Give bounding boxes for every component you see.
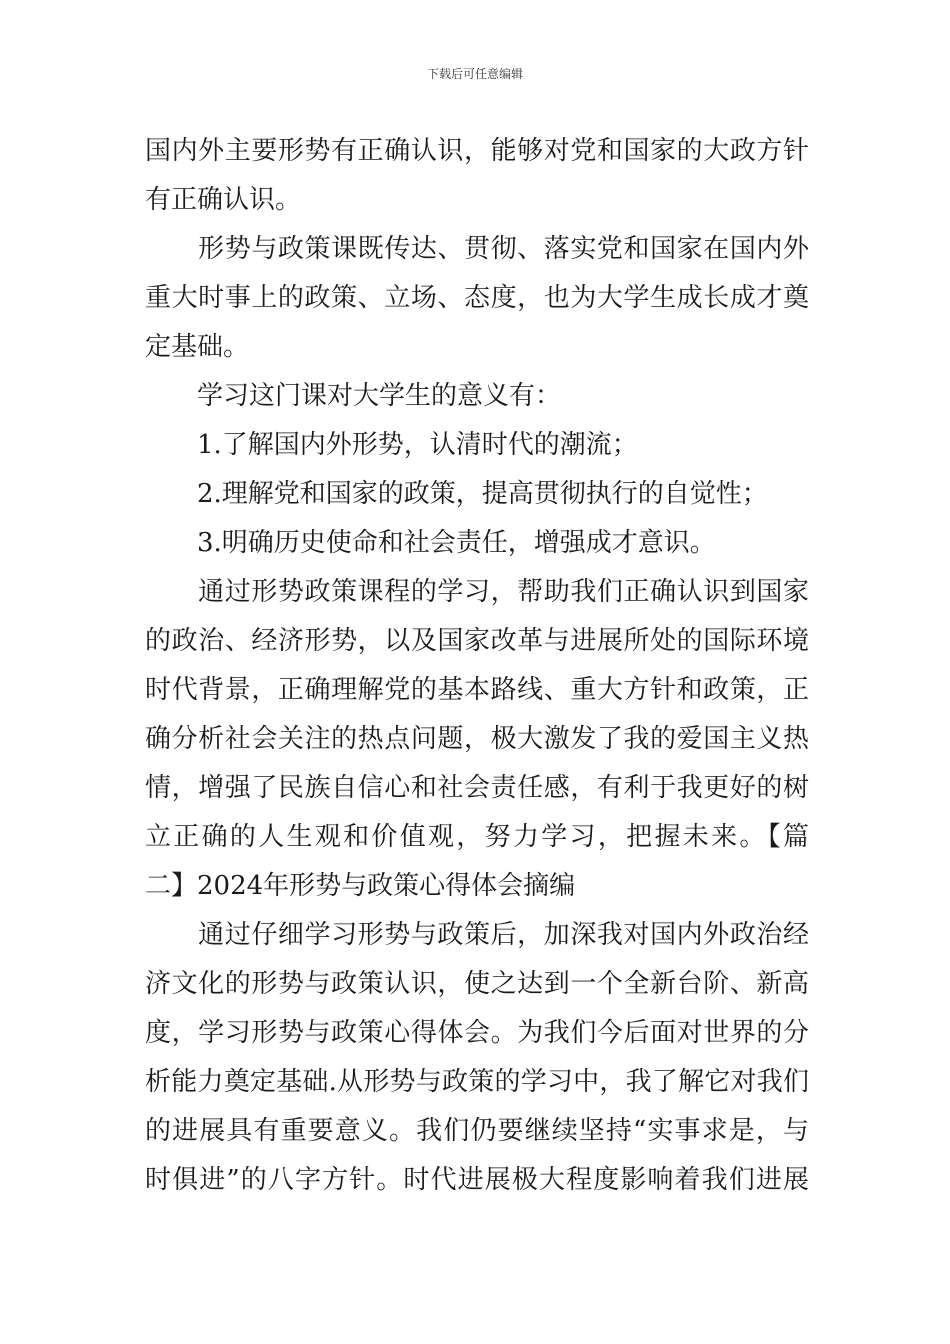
text-line: 确分析社会关注的热点问题，极大激发了我的爱国主义热 [145,724,809,754]
page-header: 下载后可任意编辑 [426,67,523,81]
text-line: 济文化的形势与政策认识，使之达到一个全新台阶、新高 [145,969,809,999]
text-line: 有正确认识。 [145,185,302,215]
text-line: 时代背景，正确理解党的基本路线、重大方针和政策，正 [145,675,809,705]
text-line: 通过形势政策课程的学习，帮助我们正确认识到国家 [145,577,809,607]
text-line: 时俱进”的八字方针。时代进展极大程度影响着我们进展 [145,1165,809,1195]
document-body [145,127,809,1205]
text-line: 立正确的人生观和价值观，努力学习，把握未来。【篇 [145,822,809,852]
text-line: 二】2024年形势与政策心得体会摘编 [145,871,576,901]
text-line: 学习这门课对大学生的意义有： [145,381,562,411]
text-line: 重大时事上的政策、立场、态度，也为大学生成长成才奠 [145,283,809,313]
text-line: 形势与政策课既传达、贯彻、落实党和国家在国内外 [145,234,809,264]
text-line: 国内外主要形势有正确认识，能够对党和国家的大政方针 [145,136,809,166]
text-line: 的政治、经济形势，以及国家改革与进展所处的国际环境 [145,626,809,656]
text-line: 析能力奠定基础.从形势与政策的学习中，我了解它对我们 [145,1067,809,1097]
text-line: 的进展具有重要意义。我们仍要继续坚持“实事求是，与 [145,1116,809,1146]
text-line: 1.了解国内外形势，认清时代的潮流； [145,430,638,460]
text-line: 通过仔细学习形势与政策后，加深我对国内外政治经 [145,920,809,950]
text-line: 2.理解党和国家的政策，提高贯彻执行的自觉性； [145,479,768,509]
text-line: 定基础。 [145,332,250,362]
text-line: 情，增强了民族自信心和社会责任感，有利于我更好的树 [145,773,809,803]
text-line: 3.明确历史使命和社会责任，增强成才意识。 [145,528,716,558]
text-line: 度，学习形势与政策心得体会。为我们今后面对世界的分 [145,1018,809,1048]
